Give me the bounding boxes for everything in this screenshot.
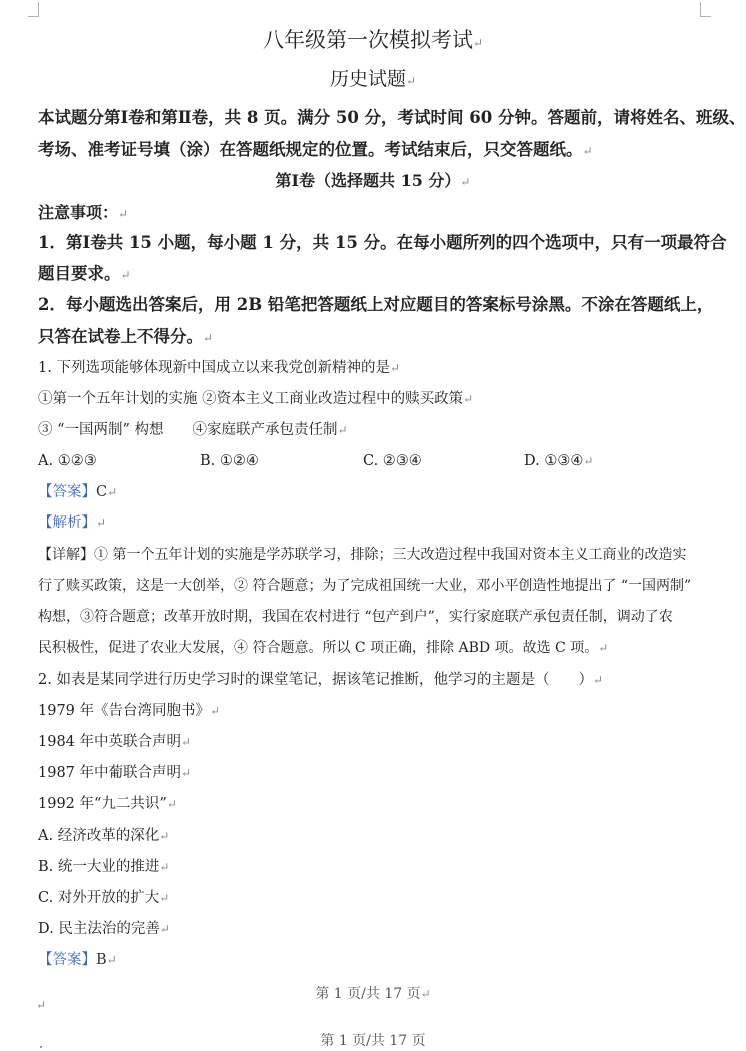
q1-stem: 1. 下列选项能够体现新中国成立以来我党创新精神的是↵ bbox=[38, 360, 401, 376]
q1-option-d: D. ①③④↵ bbox=[524, 453, 594, 469]
q1-analysis: 【解析】↵ bbox=[38, 515, 107, 531]
q2-note-4: 1992 年“九二共识”↵ bbox=[38, 796, 177, 812]
q1-items-line-2: ③ “一国两制” 构想 ④家庭联产承包责任制↵ bbox=[38, 422, 348, 438]
q2-note-1: 1979 年《告台湾同胞书》↵ bbox=[38, 703, 221, 719]
q2-stem: 2. 如表是某同学进行历史学习时的课堂笔记，据该笔记推断，他学习的主题是（ ）↵ bbox=[38, 672, 604, 688]
q1-option-b: B. ①②④ bbox=[200, 453, 259, 469]
q2-note-3: 1987 年中葡联合声明↵ bbox=[38, 765, 192, 781]
q1-items-line-1: ①第一个五年计划的实施 ②资本主义工商业改造过程中的赎买政策↵ bbox=[38, 391, 474, 407]
paragraph-mark: ↵ bbox=[36, 998, 47, 1012]
q2-note-2: 1984 年中英联合声明↵ bbox=[38, 734, 192, 750]
note-2-line-2: 只答在试卷上不得分。↵ bbox=[38, 327, 214, 346]
q2-option-d: D. 民主法治的完善↵ bbox=[38, 921, 170, 937]
q1-option-c: C. ②③④ bbox=[363, 453, 422, 469]
exam-subject: 历史试题↵ bbox=[329, 68, 417, 90]
page-footer: 第 1 页/共 17 页↵ bbox=[315, 986, 431, 1002]
q1-detail-line-1: 【详解】① 第一个五年计划的实施是学苏联学习，排除；三大改造过程中我国对资本主义工商业的改造实 bbox=[38, 547, 687, 563]
q2-option-b: B. 统一大业的推进↵ bbox=[38, 859, 170, 875]
intro-line-2: 考场、准考证号填（涂）在答题纸规定的位置。考试结束后，只交答题纸。↵ bbox=[38, 140, 593, 159]
q1-detail-line-3: 构想，③符合题意；改革开放时期，我国在农村进行 “包产到户”，实行家庭联产承包责任制，调动了农 bbox=[38, 609, 673, 625]
q1-option-a: A. ①②③ bbox=[38, 453, 97, 469]
q1-options bbox=[38, 454, 698, 474]
notes-heading: 注意事项：↵ bbox=[38, 203, 129, 222]
note-1-line-1: 1．第Ⅰ卷共 15 小题，每小题 1 分，共 15 分。在每小题所列的四个选项中，只有一项最符合 bbox=[38, 233, 727, 252]
note-2-line-1: 2．每小题选出答案后，用 2B 铅笔把答题纸上对应题目的答案标号涂黑。不涂在答题纸上， bbox=[38, 295, 714, 314]
crop-mark-right bbox=[700, 2, 711, 17]
q1-detail-line-2: 行了赎买政策，这是一大创举，② 符合题意；为了完成祖国统一大业，邓小平创造性地提出了 “一国两制” bbox=[38, 578, 692, 594]
intro-line-1: 本试题分第Ⅰ卷和第Ⅱ卷，共 8 页。满分 50 分，考试时间 60 分钟。答题前，请将姓名、班级、 bbox=[38, 108, 746, 127]
q1-answer: 【答案】C↵ bbox=[38, 484, 118, 500]
page-footer-bottom: 第 1 页/共 17 页 bbox=[320, 1033, 426, 1049]
q2-option-c: C. 对外开放的扩大↵ bbox=[38, 890, 170, 906]
section-title: 第Ⅰ卷（选择题共 15 分）↵ bbox=[275, 171, 471, 190]
crop-mark-left bbox=[28, 2, 39, 17]
q2-answer: 【答案】B↵ bbox=[38, 952, 117, 968]
margin-dot bbox=[40, 1046, 42, 1048]
q1-detail-line-4: 民积极性，促进了农业大发展，④ 符合题意。所以 C 项正确，排除 ABD 项。故选 C 项。↵ bbox=[38, 640, 609, 656]
exam-title: 八年级第一次模拟考试↵ bbox=[262, 28, 484, 52]
note-1-line-2: 题目要求。↵ bbox=[38, 264, 131, 283]
q2-option-a: A. 经济改革的深化↵ bbox=[38, 828, 170, 844]
